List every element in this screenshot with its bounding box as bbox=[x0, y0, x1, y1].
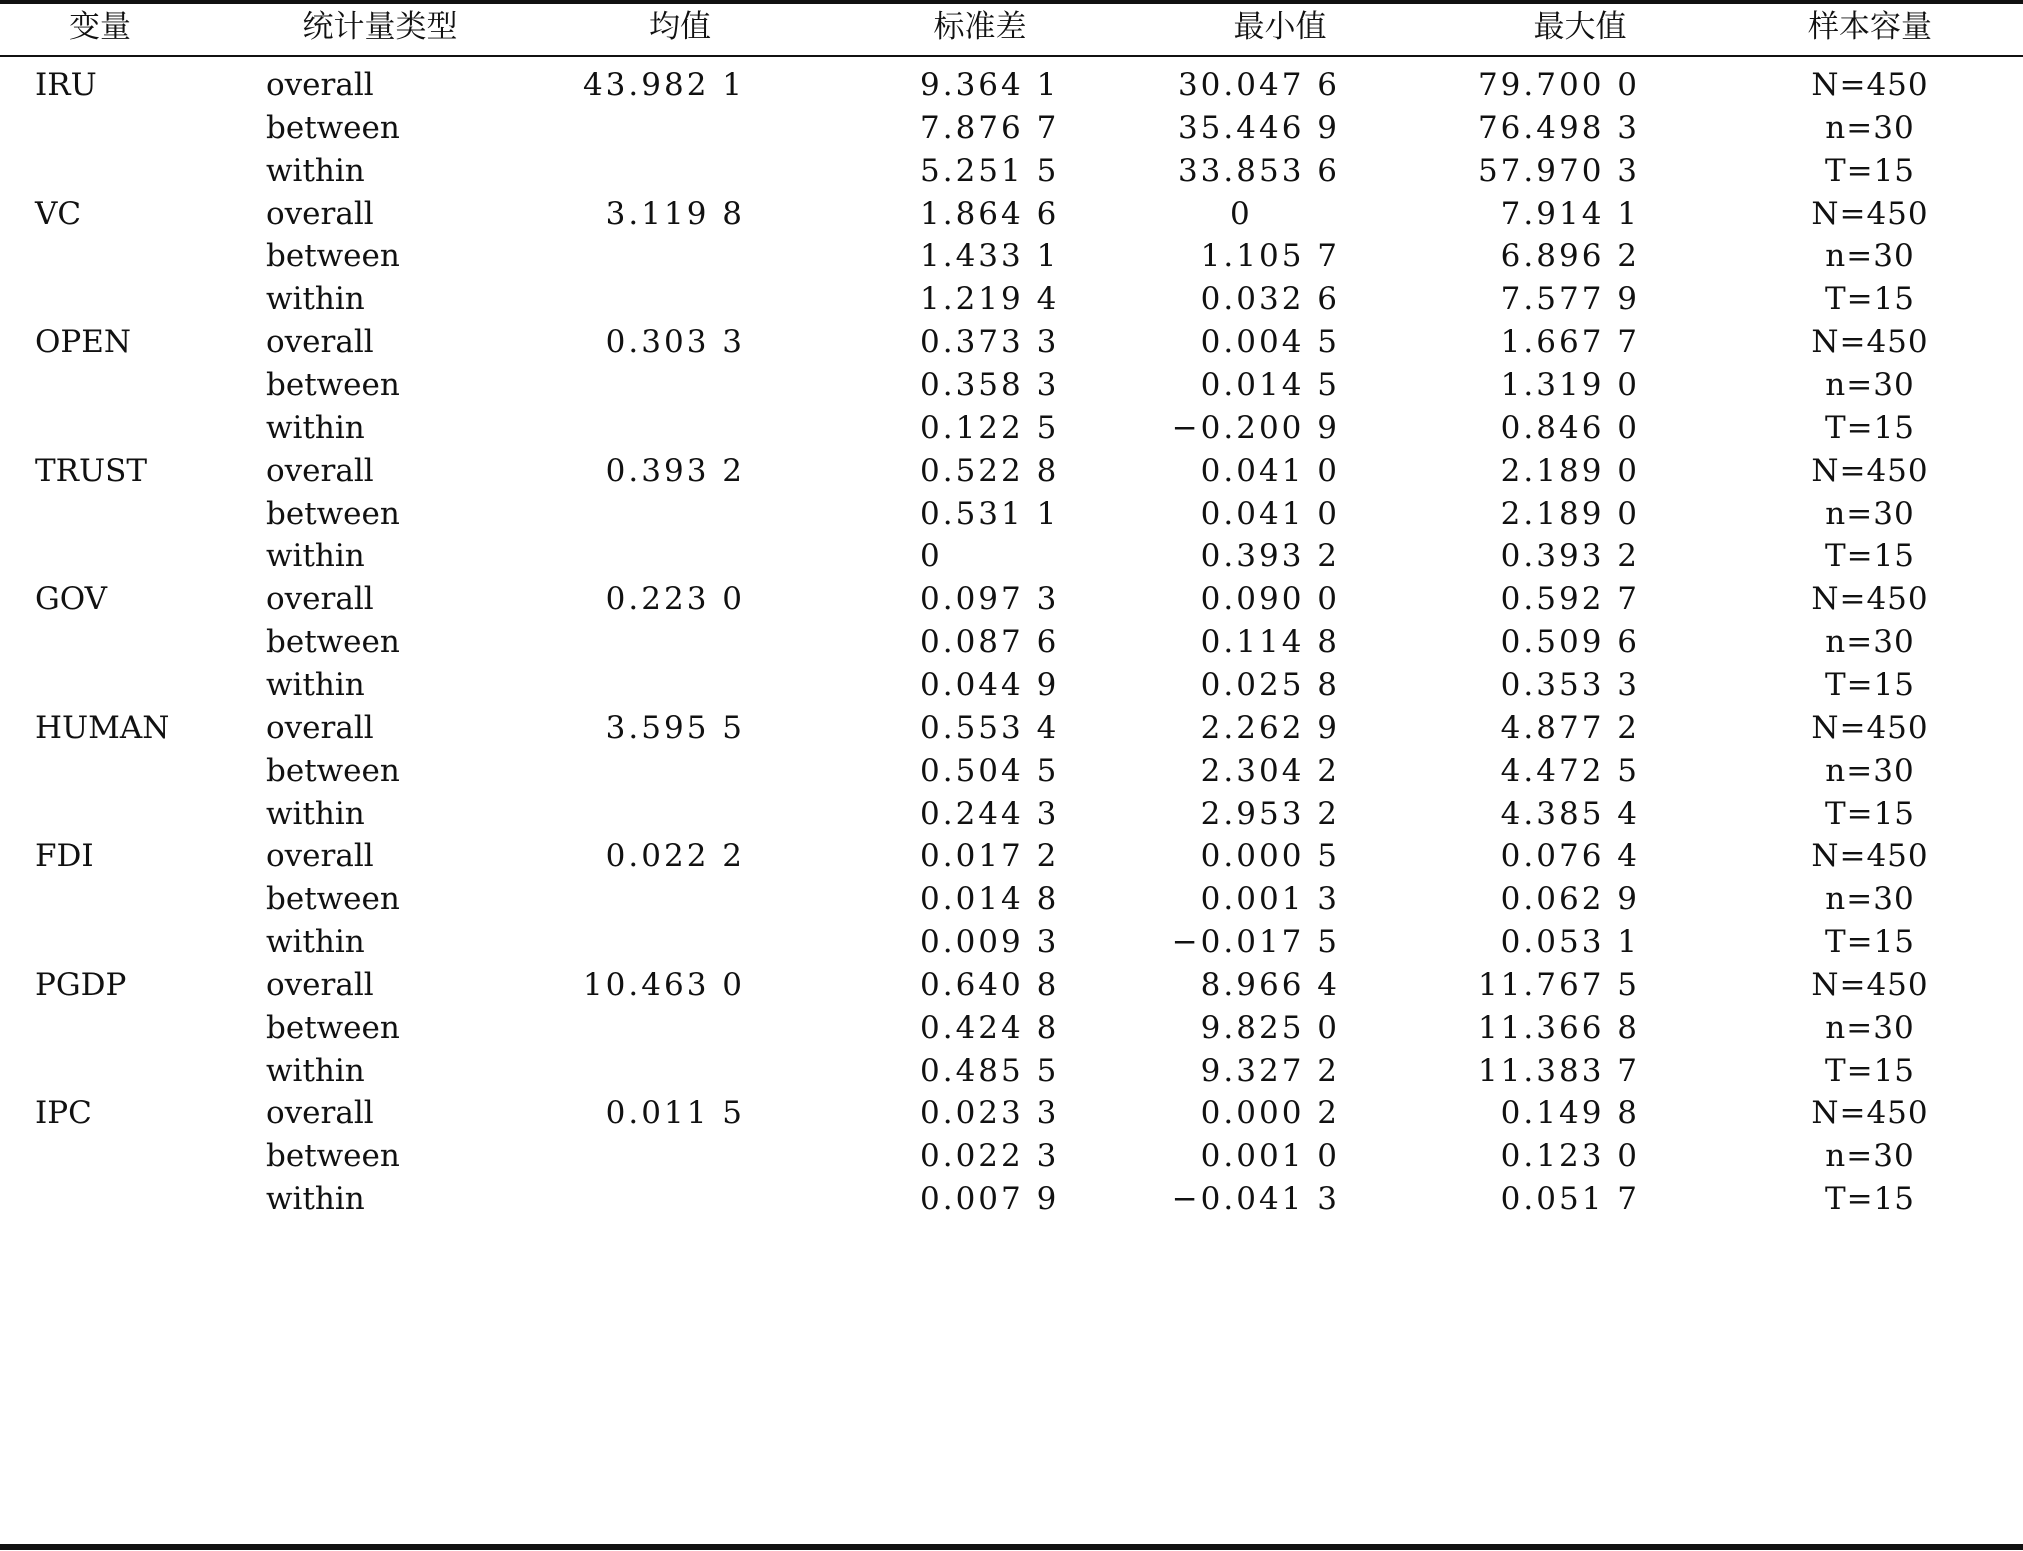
row-sd-cell: 0.014 8 bbox=[920, 881, 1060, 918]
row-variable-cell: IRU bbox=[35, 67, 97, 103]
row-sample-size-cell: N=450 bbox=[1811, 709, 1929, 746]
row-mean-cell bbox=[500, 1172, 745, 1227]
row-sd-cell: 0.044 9 bbox=[920, 666, 1060, 703]
row-sample-size-cell: n=30 bbox=[1825, 881, 1915, 918]
row-sample-size-cell: T=15 bbox=[1824, 1181, 1916, 1218]
row-sample-size-cell: T=15 bbox=[1824, 1052, 1916, 1089]
row-sample-size-cell: T=15 bbox=[1824, 795, 1916, 832]
row-min-cell: 0 bbox=[1230, 195, 1253, 232]
row-max-cell: 0.076 4 bbox=[1500, 838, 1640, 875]
row-mean-cell: 43.982 1 bbox=[582, 67, 745, 103]
row-sample-size-cell: N=450 bbox=[1811, 1095, 1929, 1132]
row-mean-cell: 3.595 5 bbox=[605, 709, 745, 746]
row-variable-cell: PGDP bbox=[35, 966, 127, 1003]
row-min-cell: 2.262 9 bbox=[1200, 709, 1340, 746]
row-min-cell: 35.446 9 bbox=[1177, 109, 1340, 146]
header-variable: 变量 bbox=[69, 9, 131, 45]
row-variable-cell: OPEN bbox=[35, 324, 132, 361]
table-bottom-rule bbox=[0, 1544, 2023, 1550]
row-max-cell: 76.498 3 bbox=[1477, 109, 1640, 146]
row-min-cell: 2.304 2 bbox=[1200, 752, 1340, 789]
row-min-cell: −0.017 5 bbox=[1171, 924, 1340, 960]
row-sample-size-cell: n=30 bbox=[1825, 1009, 1915, 1046]
row-sd-cell: 0.504 5 bbox=[920, 752, 1060, 789]
row-min-cell: 33.853 6 bbox=[1177, 152, 1340, 189]
row-sd-cell: 0.122 5 bbox=[920, 409, 1060, 446]
row-sd-cell: 0.531 1 bbox=[920, 495, 1060, 532]
row-stat-type-cell: within bbox=[266, 281, 365, 318]
row-stat-type-cell: overall bbox=[266, 581, 374, 618]
row-min-cell: 0.393 2 bbox=[1200, 538, 1340, 575]
header-sd: 标准差 bbox=[933, 9, 1027, 45]
table-header-rule bbox=[0, 55, 2023, 57]
row-min-cell: 0.114 8 bbox=[1200, 624, 1340, 661]
row-sample-size-cell: n=30 bbox=[1825, 752, 1915, 789]
row-stat-type-cell: between bbox=[266, 1138, 400, 1175]
row-sd-cell: 0.087 6 bbox=[920, 624, 1060, 661]
row-stat-type-cell: within bbox=[266, 924, 365, 960]
row-sample-size-cell: N=450 bbox=[1811, 195, 1929, 232]
row-mean-cell: 0.393 2 bbox=[605, 452, 745, 489]
row-min-cell: 0.001 0 bbox=[1200, 1138, 1340, 1175]
row-variable-cell: VC bbox=[35, 195, 82, 232]
row-min-cell: −0.200 9 bbox=[1171, 409, 1340, 446]
row-stat-type-cell: within bbox=[266, 1052, 365, 1089]
row-sample-size-cell: T=15 bbox=[1824, 409, 1916, 446]
row-sample-size-cell: n=30 bbox=[1825, 366, 1915, 403]
row-stat-type-cell: between bbox=[266, 109, 400, 146]
row-max-cell: 4.385 4 bbox=[1500, 795, 1640, 832]
row-mean-cell: 0.303 3 bbox=[605, 324, 745, 361]
row-min-cell: 0.025 8 bbox=[1200, 666, 1340, 703]
row-max-cell: 7.914 1 bbox=[1500, 195, 1640, 232]
row-sd-cell: 1.219 4 bbox=[920, 281, 1060, 318]
row-max-cell: 7.577 9 bbox=[1500, 281, 1640, 318]
table-header-row bbox=[0, 0, 2023, 55]
row-min-cell: 2.953 2 bbox=[1200, 795, 1340, 832]
row-sample-size-cell: n=30 bbox=[1825, 624, 1915, 661]
row-max-cell: 1.319 0 bbox=[1500, 366, 1640, 403]
row-stat-type-cell: within bbox=[266, 409, 365, 446]
row-min-cell: 0.014 5 bbox=[1200, 366, 1340, 403]
row-max-cell: 57.970 3 bbox=[1477, 152, 1640, 189]
row-stat-type-cell: overall bbox=[266, 838, 374, 875]
row-min-cell: 0.000 5 bbox=[1200, 838, 1340, 875]
row-max-cell: 0.846 0 bbox=[1500, 409, 1640, 446]
row-max-cell: 79.700 0 bbox=[1477, 67, 1640, 103]
row-sample-size-cell: N=450 bbox=[1811, 581, 1929, 618]
row-max-cell: 0.393 2 bbox=[1500, 538, 1640, 575]
row-sample-size-cell: T=15 bbox=[1824, 666, 1916, 703]
row-max-cell: 2.189 0 bbox=[1500, 495, 1640, 532]
row-max-cell: 4.877 2 bbox=[1500, 709, 1640, 746]
row-min-cell: 0.001 3 bbox=[1200, 881, 1340, 918]
row-stat-type-cell: between bbox=[266, 1009, 400, 1046]
row-min-cell: 0.041 0 bbox=[1200, 452, 1340, 489]
row-sample-size-cell: T=15 bbox=[1824, 152, 1916, 189]
row-min-cell: 0.041 0 bbox=[1200, 495, 1340, 532]
row-variable-cell: FDI bbox=[35, 838, 94, 875]
row-stat-type-cell: between bbox=[266, 881, 400, 918]
row-sd-cell: 0.022 3 bbox=[920, 1138, 1060, 1175]
row-sd-cell: 0.640 8 bbox=[920, 966, 1060, 1003]
row-stat-type-cell: overall bbox=[266, 966, 374, 1003]
row-variable-cell: IPC bbox=[35, 1095, 92, 1132]
row-sd-cell: 9.364 1 bbox=[920, 67, 1060, 103]
row-variable-cell: HUMAN bbox=[35, 709, 170, 746]
row-mean-cell: 0.223 0 bbox=[605, 581, 745, 618]
row-sample-size-cell: N=450 bbox=[1811, 838, 1929, 875]
row-sample-size-cell: n=30 bbox=[1825, 1138, 1915, 1175]
row-max-cell: 11.767 5 bbox=[1477, 966, 1640, 1003]
row-sample-size-cell: N=450 bbox=[1811, 324, 1929, 361]
row-sample-size-cell: N=450 bbox=[1811, 966, 1929, 1003]
row-mean-cell: 10.463 0 bbox=[582, 966, 745, 1003]
row-sd-cell: 0.097 3 bbox=[920, 581, 1060, 618]
row-sd-cell: 0.017 2 bbox=[920, 838, 1060, 875]
row-sd-cell: 0.373 3 bbox=[920, 324, 1060, 361]
table-row bbox=[0, 1172, 2023, 1227]
row-min-cell: 0.090 0 bbox=[1200, 581, 1340, 618]
row-sd-cell: 0.485 5 bbox=[920, 1052, 1060, 1089]
row-max-cell: 4.472 5 bbox=[1500, 752, 1640, 789]
row-sd-cell: 5.251 5 bbox=[920, 152, 1060, 189]
row-sample-size-cell: T=15 bbox=[1824, 538, 1916, 575]
row-sd-cell: 0.553 4 bbox=[920, 709, 1060, 746]
row-stat-type-cell: between bbox=[266, 624, 400, 661]
row-sample-size-cell: N=450 bbox=[1811, 452, 1929, 489]
row-max-cell: 0.509 6 bbox=[1500, 624, 1640, 661]
header-mean: 均值 bbox=[649, 9, 711, 45]
row-variable-cell bbox=[35, 1172, 235, 1227]
row-stat-type-cell: within bbox=[266, 1181, 365, 1218]
row-mean-cell: 0.022 2 bbox=[605, 838, 745, 875]
row-max-cell: 0.053 1 bbox=[1500, 924, 1640, 960]
row-min-cell: 1.105 7 bbox=[1200, 238, 1340, 275]
row-stat-type-cell: overall bbox=[266, 1095, 374, 1132]
row-sd-cell: 0.522 8 bbox=[920, 452, 1060, 489]
row-sample-size-cell: N=450 bbox=[1811, 67, 1929, 103]
row-stat-type-cell: overall bbox=[266, 67, 374, 103]
row-sd-cell: 7.876 7 bbox=[920, 109, 1060, 146]
row-sd-cell: 0.244 3 bbox=[920, 795, 1060, 832]
row-sd-cell: 0.007 9 bbox=[920, 1181, 1060, 1218]
row-stat-type-cell: overall bbox=[266, 709, 374, 746]
row-sd-cell: 0.023 3 bbox=[920, 1095, 1060, 1132]
row-min-cell: 0.000 2 bbox=[1200, 1095, 1340, 1132]
row-stat-type-cell: between bbox=[266, 366, 400, 403]
row-max-cell: 0.149 8 bbox=[1500, 1095, 1640, 1132]
row-sd-cell: 0.424 8 bbox=[920, 1009, 1060, 1046]
row-min-cell: 0.004 5 bbox=[1200, 324, 1340, 361]
row-min-cell: −0.041 3 bbox=[1171, 1181, 1340, 1218]
row-sample-size-cell: T=15 bbox=[1824, 281, 1916, 318]
row-stat-type-cell: between bbox=[266, 495, 400, 532]
row-stat-type-cell: within bbox=[266, 795, 365, 832]
row-stat-type-cell: within bbox=[266, 538, 365, 575]
row-sample-size-cell: n=30 bbox=[1825, 238, 1915, 275]
header-max: 最大值 bbox=[1533, 9, 1627, 45]
row-stat-type-cell: overall bbox=[266, 195, 374, 232]
header-sample-size: 样本容量 bbox=[1808, 9, 1932, 45]
row-max-cell: 6.896 2 bbox=[1500, 238, 1640, 275]
row-sd-cell: 1.433 1 bbox=[920, 238, 1060, 275]
row-stat-type-cell: between bbox=[266, 238, 400, 275]
row-max-cell: 2.189 0 bbox=[1500, 452, 1640, 489]
row-variable-cell: GOV bbox=[35, 581, 108, 618]
row-stat-type-cell: overall bbox=[266, 452, 374, 489]
row-max-cell: 11.366 8 bbox=[1477, 1009, 1640, 1046]
row-min-cell: 8.966 4 bbox=[1200, 966, 1340, 1003]
row-stat-type-cell: overall bbox=[266, 324, 374, 361]
row-sd-cell: 0.009 3 bbox=[920, 924, 1060, 960]
row-sample-size-cell: T=15 bbox=[1824, 924, 1916, 960]
row-max-cell: 0.062 9 bbox=[1500, 881, 1640, 918]
row-max-cell: 0.353 3 bbox=[1500, 666, 1640, 703]
row-max-cell: 0.123 0 bbox=[1500, 1138, 1640, 1175]
row-max-cell: 1.667 7 bbox=[1500, 324, 1640, 361]
row-mean-cell: 3.119 8 bbox=[605, 195, 745, 232]
row-max-cell: 0.592 7 bbox=[1500, 581, 1640, 618]
row-stat-type-cell: between bbox=[266, 752, 400, 789]
row-sd-cell: 0.358 3 bbox=[920, 366, 1060, 403]
row-min-cell: 9.825 0 bbox=[1200, 1009, 1340, 1046]
row-sd-cell: 1.864 6 bbox=[920, 195, 1060, 232]
row-max-cell: 0.051 7 bbox=[1500, 1181, 1640, 1218]
row-min-cell: 30.047 6 bbox=[1177, 67, 1340, 103]
row-max-cell: 11.383 7 bbox=[1477, 1052, 1640, 1089]
row-variable-cell: TRUST bbox=[35, 452, 148, 489]
row-min-cell: 9.327 2 bbox=[1200, 1052, 1340, 1089]
row-mean-cell: 0.011 5 bbox=[605, 1095, 745, 1132]
row-sample-size-cell: n=30 bbox=[1825, 109, 1915, 146]
row-min-cell: 0.032 6 bbox=[1200, 281, 1340, 318]
header-min: 最小值 bbox=[1233, 9, 1327, 45]
row-sample-size-cell: n=30 bbox=[1825, 495, 1915, 532]
row-sd-cell: 0 bbox=[920, 538, 943, 575]
row-stat-type-cell: within bbox=[266, 666, 365, 703]
row-stat-type-cell: within bbox=[266, 152, 365, 189]
header-stat-type: 统计量类型 bbox=[302, 9, 458, 45]
